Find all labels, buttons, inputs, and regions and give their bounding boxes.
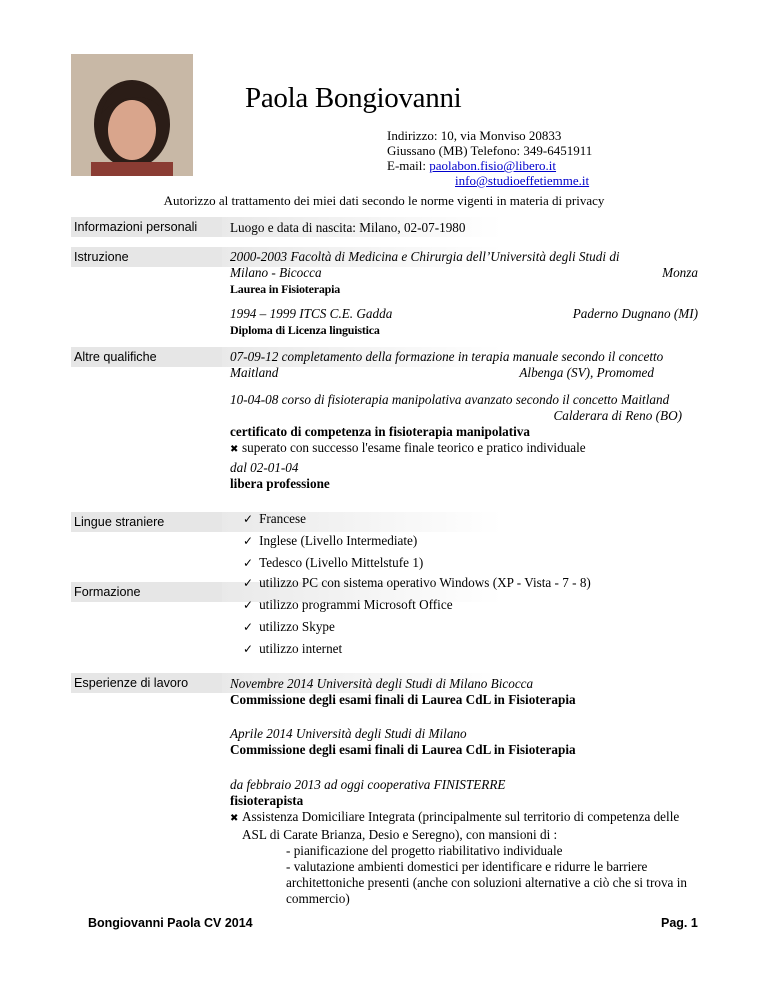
email-link-2[interactable]: info@studioeffetiemme.it	[455, 173, 590, 188]
qualification-3-date: dal 02-01-04	[230, 460, 299, 475]
portrait-image	[71, 54, 193, 176]
footer-doc-name: Bongiovanni Paola CV 2014	[88, 916, 253, 930]
training-item: ✓ utilizzo programmi Microsoft Office	[230, 594, 698, 616]
work-2-head: Aprile 2014 Università degli Studi di Milano	[230, 726, 467, 741]
section-label-languages: Lingue straniere	[71, 512, 222, 532]
candidate-name: Paola Bongiovanni	[245, 82, 462, 114]
footer-page-number: Pag. 1	[661, 916, 698, 930]
education-1-place: Monza	[662, 265, 698, 280]
section-label-qualifications: Altre qualifiche	[71, 347, 222, 367]
training-item: ✓ utilizzo internet	[230, 638, 698, 660]
training-item: ✓ utilizzo Skype	[230, 616, 698, 638]
qualification-entry-3	[230, 460, 698, 492]
education-1-title: Laurea in Fisioterapia	[230, 282, 341, 296]
personal-info: Luogo e data di nascita: Milano, 02-07-1980	[230, 220, 466, 235]
work-3-bullet-line1: Assistenza Domiciliare Integrata (principalmente sul territorio di competenza delle	[242, 809, 680, 824]
education-2-line: 1994 – 1999 ITCS C.E. Gadda	[230, 306, 393, 321]
work-3-sub-1: - pianificazione del progetto riabilitativo individuale	[286, 843, 563, 858]
qualification-2-bullet-text: superato con successo l'esame finale teorico e pratico individuale	[242, 440, 586, 455]
education-entry-2	[230, 306, 698, 338]
training-list	[230, 572, 698, 660]
work-1-title: Commissione degli esami finali di Laurea CdL in Fisioterapia	[230, 692, 576, 707]
languages-list	[230, 508, 698, 574]
work-3-sub-2: - valutazione ambienti domestici per identificare e ridurre le barriere	[286, 859, 648, 874]
section-label-personal: Informazioni personali	[71, 217, 222, 237]
qualification-1-line2: Maitland	[230, 365, 279, 380]
work-3-title: fisioterapista	[230, 793, 304, 808]
qualification-1-place: Albenga (SV), Promomed	[519, 365, 654, 380]
qualification-2-cert: certificato di competenza in fisioterapia manipolativa	[230, 424, 530, 439]
address-line-2: Giussano (MB) Telefono: 349-6451911	[387, 143, 593, 158]
email-line-2	[387, 173, 592, 188]
email-label: E-mail:	[387, 158, 430, 173]
language-item: ✓ Francese	[230, 508, 698, 530]
privacy-statement: Autorizzo al trattamento dei miei dati secondo le norme vigenti in materia di privacy	[163, 193, 605, 208]
qualification-2-bullet	[230, 440, 698, 458]
education-2-place: Paderno Dugnano (MI)	[572, 306, 698, 321]
work-3-bullet	[230, 809, 698, 827]
cross-bullet-icon: ✖	[230, 813, 239, 824]
qualification-1-line1: 07-09-12 completamento della formazione in terapia manuale secondo il concetto	[230, 349, 664, 364]
profile-photo	[71, 54, 193, 176]
work-3-head: da febbraio 2013 ad oggi cooperativa FINISTERRE	[230, 777, 506, 792]
qualification-entry-1	[230, 349, 698, 381]
education-1-line2: Milano - Bicocca	[230, 265, 322, 280]
work-1-head: Novembre 2014 Università degli Studi di Milano Bicocca	[230, 676, 534, 691]
work-3-sub-3: architettoniche presenti (anche con soluzioni alternative a ciò che si trova in	[286, 875, 687, 890]
qualification-3-title: libera professione	[230, 476, 330, 491]
work-3-sub-4: commercio)	[286, 891, 350, 906]
email-line	[387, 158, 592, 173]
qualification-2-line1: 10-04-08 corso di fisioterapia manipolativa avanzato secondo il concetto Maitland	[230, 392, 670, 407]
email-link-1[interactable]: paolabon.fisio@libero.it	[429, 158, 557, 173]
training-item: ✓ utilizzo PC con sistema operativo Windows (XP - Vista - 7 - 8)	[230, 572, 698, 594]
qualification-entry-2	[230, 392, 698, 458]
section-label-work: Esperienze di lavoro	[71, 673, 222, 693]
cross-bullet-icon: ✖	[230, 444, 239, 455]
section-label-education: Istruzione	[71, 247, 222, 267]
language-item: ✓ Tedesco (Livello Mittelstufe 1)	[230, 552, 698, 574]
work-3-bullet-line2: ASL di Carate Brianza, Desio e Seregno), con mansioni di :	[242, 827, 558, 842]
education-entry-1	[230, 249, 698, 297]
address-line-1: Indirizzo: 10, via Monviso 20833	[387, 128, 562, 143]
section-label-training: Formazione	[71, 582, 222, 602]
language-item: ✓ Inglese (Livello Intermediate)	[230, 530, 698, 552]
qualification-2-place: Calderara di Reno (BO)	[553, 408, 682, 423]
education-1-line1: 2000-2003 Facoltà di Medicina e Chirurgia dell’Università degli Studi di	[230, 249, 620, 264]
education-2-title: Diploma di Licenza linguistica	[230, 323, 380, 337]
work-2-title: Commissione degli esami finali di Laurea CdL in Fisioterapia	[230, 742, 576, 757]
work-entry-1	[230, 676, 698, 708]
contact-block	[387, 128, 592, 188]
work-entry-3	[230, 777, 698, 907]
work-entry-2	[230, 726, 698, 758]
